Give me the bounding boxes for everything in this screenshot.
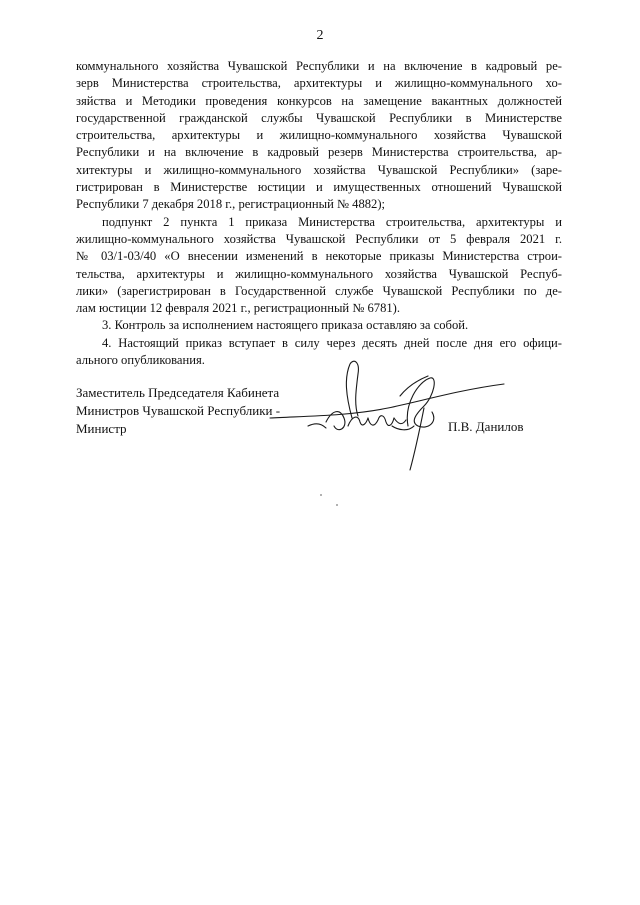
scan-speck xyxy=(336,504,338,506)
signer-position: Заместитель Председателя Кабинета xyxy=(76,385,280,400)
text-line: № 03/1-03/40 «О внесении изменений в некоторые приказы Министерства строи- xyxy=(76,249,562,264)
handwritten-signature xyxy=(268,356,508,476)
page-number: 2 xyxy=(316,28,324,43)
text-line: хитектуры и жилищно-коммунального хозяйства Чувашской Республики» (заре- xyxy=(76,162,562,177)
text-line: подпункт 2 пункта 1 приказа Министерства строительства, архитектуры и xyxy=(102,214,562,229)
text-line: 3. Контроль за исполнением настоящего приказа оставляю за собой. xyxy=(102,318,469,333)
text-line: гистрирован в Министерстве юстиции и имущественных отношений Чувашской xyxy=(76,180,562,195)
text-line: лам юстиции 12 февраля 2021 г., регистрационный № 6781). xyxy=(76,301,401,316)
text-line: государственной гражданской службы Чувашской Республики в Министерстве xyxy=(76,110,562,125)
text-line: ального опубликования. xyxy=(76,353,205,368)
scan-speck xyxy=(320,494,322,496)
text-line: зяйства и Методики проведения конкурсов на замещение вакантных должностей xyxy=(76,93,562,108)
signer-name: П.В. Данилов xyxy=(448,419,524,434)
text-line: Республики 7 декабря 2018 г., регистрационный № 4882); xyxy=(76,197,386,212)
text-line: Республики и на включение в кадровый резерв Министерства строительства, ар- xyxy=(76,145,562,160)
text-line: тельства, архитектуры и жилищно-коммунального хозяйства Чувашской Респуб- xyxy=(76,266,562,281)
text-line: зерв Министерства строительства, архитектуры и жилищно-коммунального хо- xyxy=(76,76,562,91)
text-line: лики» (зарегистрирован в Государственной службе Чувашской Республики по де- xyxy=(76,283,562,298)
document-body xyxy=(76,58,562,369)
text-line: коммунального хозяйства Чувашской Республики и на включение в кадровый ре- xyxy=(76,59,562,73)
text-line: строительства, архитектуры и жилищно-коммунального хозяйства Чувашской xyxy=(76,128,562,143)
signer-position: Министр xyxy=(76,421,127,436)
signer-position: Министров Чувашской Республики - xyxy=(76,403,281,418)
text-line: 4. Настоящий приказ вступает в силу через десять дней после дня его офици- xyxy=(102,335,562,350)
text-line: жилищно-коммунального хозяйства Чувашской Республики от 5 февраля 2021 г. xyxy=(76,231,562,246)
